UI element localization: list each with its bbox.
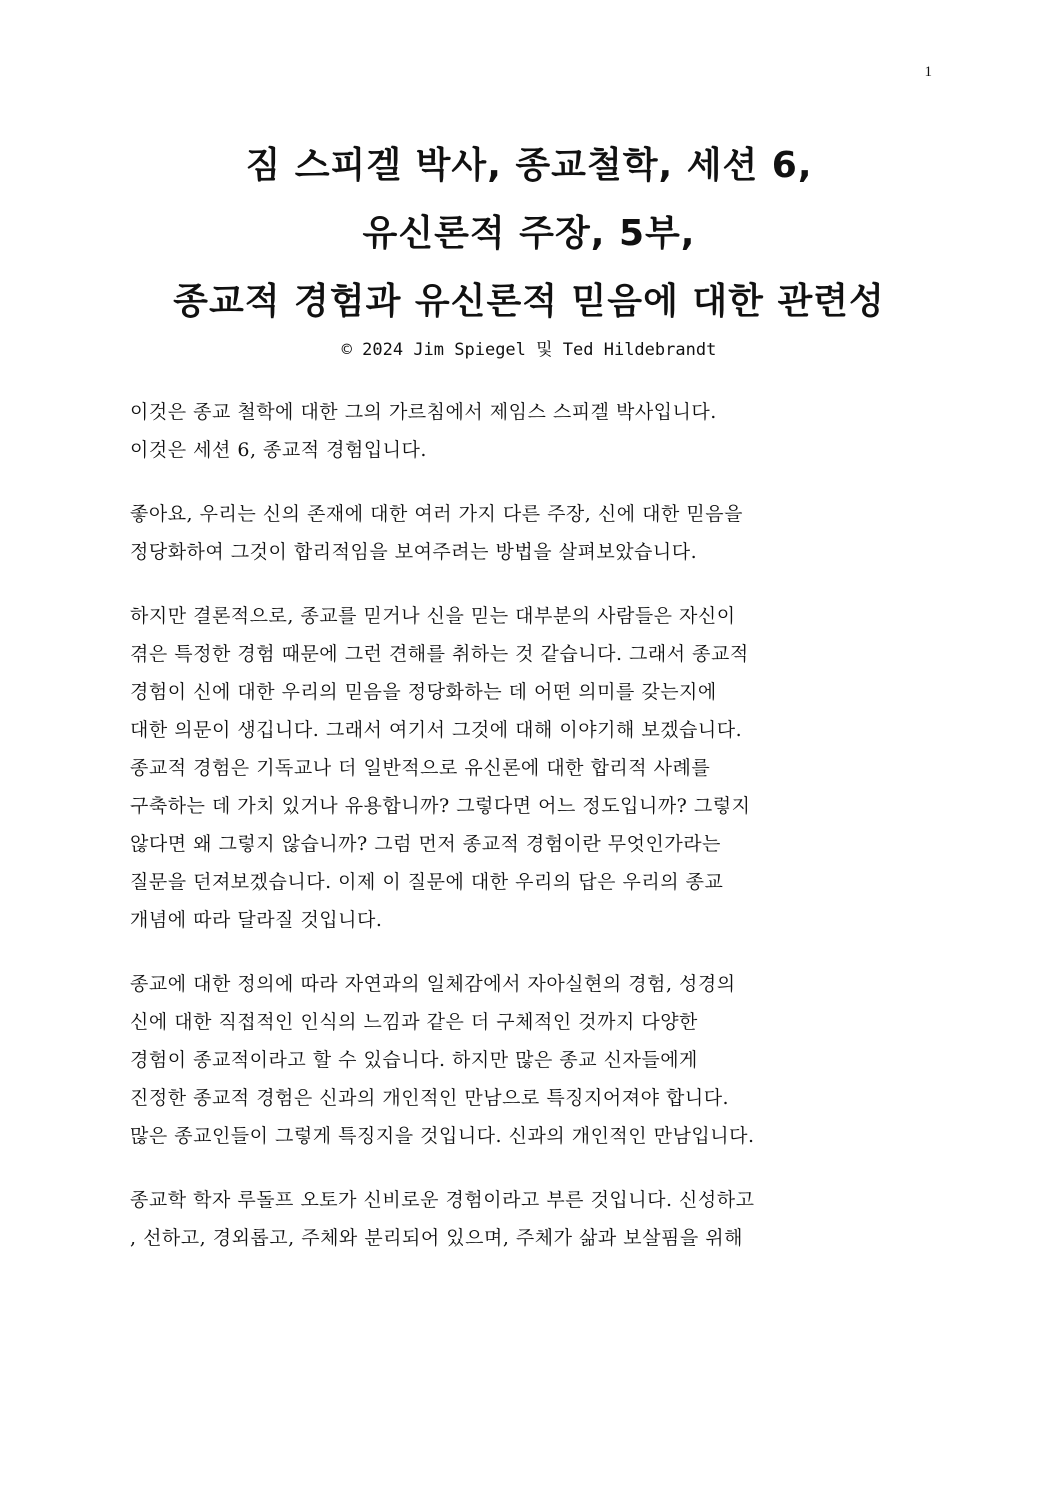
text-line: , 선하고, 경외롭고, 주체와 분리되어 있으며, 주체가 삶과 보살핌을 위해 (130, 1227, 743, 1249)
text-line: 대한 의문이 생깁니다. 그래서 여기서 그것에 대해 이야기해 보겠습니다. (130, 719, 743, 741)
text-line: 경험이 신에 대한 우리의 믿음을 정당화하는 데 어떤 의미를 갖는지에 (130, 681, 717, 703)
text-line: 좋아요, 우리는 신의 존재에 대한 여러 가지 다른 주장, 신에 대한 믿음을 (130, 503, 743, 525)
body-text (130, 393, 930, 1283)
text-line: 진정한 종교적 경험은 신과의 개인적인 만남으로 특징지어져야 합니다. (130, 1087, 730, 1109)
text-line: 겪은 특정한 경험 때문에 그런 견해를 취하는 것 같습니다. 그래서 종교적 (130, 643, 749, 665)
text-line: 개념에 따라 달라질 것입니다. (130, 909, 383, 931)
text-line: 정당화하여 그것이 합리적임을 보여주려는 방법을 살펴보았습니다. (130, 541, 698, 563)
paragraph-2 (130, 495, 930, 571)
title-line-1: 짐 스피겔 박사, 종교철학, 세션 6, (245, 145, 813, 186)
title-line-2: 유신론적 주장, 5부, (362, 213, 696, 254)
paragraph-3 (130, 597, 930, 939)
text-line: 이것은 세션 6, 종교적 경험입니다. (130, 439, 427, 461)
page-number: 1 (924, 64, 932, 80)
text-line: 하지만 결론적으로, 종교를 믿거나 신을 믿는 대부분의 사람들은 자신이 (130, 605, 736, 627)
text-line: 종교적 경험은 기독교나 더 일반적으로 유신론에 대한 합리적 사례를 (130, 757, 711, 779)
text-line: 신에 대한 직접적인 인식의 느낌과 같은 더 구체적인 것까지 다양한 (130, 1011, 698, 1033)
paragraph-5 (130, 1181, 930, 1257)
paragraph-4 (130, 965, 930, 1155)
copyright-notice: © 2024 Jim Spiegel 및 Ted Hildebrandt (341, 340, 717, 360)
paragraph-1 (130, 393, 930, 469)
text-line: 질문을 던져보겠습니다. 이제 이 질문에 대한 우리의 답은 우리의 종교 (130, 871, 724, 893)
text-line: 구축하는 데 가치 있거나 유용합니까? 그렇다면 어느 정도입니까? 그렇지 (130, 795, 751, 817)
text-line: 경험이 종교적이라고 할 수 있습니다. 하지만 많은 종교 신자들에게 (130, 1049, 698, 1071)
title-block (0, 132, 1058, 362)
text-line: 이것은 종교 철학에 대한 그의 가르침에서 제임스 스피겔 박사입니다. (130, 401, 717, 423)
text-line: 않다면 왜 그렇지 않습니까? 그럼 먼저 종교적 경험이란 무엇인가라는 (130, 833, 721, 855)
text-line: 많은 종교인들이 그렇게 특징지을 것입니다. 신과의 개인적인 만남입니다. (130, 1125, 755, 1147)
text-line: 종교학 학자 루돌프 오토가 신비로운 경험이라고 부른 것입니다. 신성하고 (130, 1189, 755, 1211)
title-line-3: 종교적 경험과 유신론적 믿음에 대한 관련성 (173, 281, 885, 322)
text-line: 종교에 대한 정의에 따라 자연과의 일체감에서 자아실현의 경험, 성경의 (130, 973, 736, 995)
